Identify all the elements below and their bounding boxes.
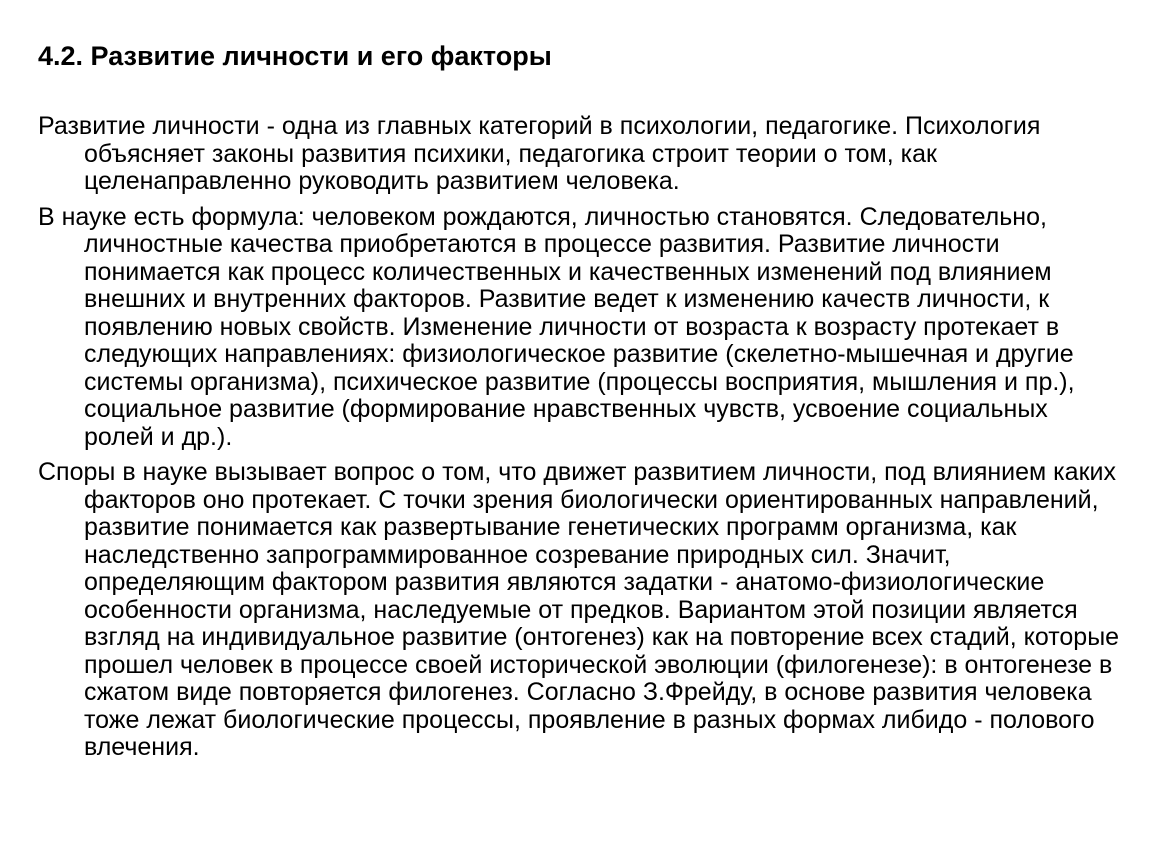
- paragraph-definition: Развитие личности - одна из главных категорий в психологии, педагогике. Психология объясняет законы развития психики, педагогика строит теории о том, как целенаправленно руководить развитием человека.: [38, 112, 1041, 195]
- paragraph-debate: Споры в науке вызывает вопрос о том, что движет развитием личности, под влиянием каких факторов оно протекает. С точки зрения биологически ориентированных направлений, развитие понимается как развертывание генетических программ организма, как наследственно запрограммированное созревание природных сил. Значит, определяющим фактором развития являются задатки - анатомо-физиологические особенности организма, наследуемые от предков. Вариантом этой позиции является взгляд на индивидуальное развитие (онтогенез) как на повторение всех стадий, которые прошел человек в процессе своей исторической эволюции (филогенезе): в онтогенезе в сжатом виде повторяется филогенез. Согласно З.Фрейду, в основе развития человека тоже лежат биологические процессы, проявление в разных формах либидо - полового влечения.: [38, 458, 1120, 761]
- slide-body: [38, 113, 1123, 770]
- page-title: 4.2. Развитие личности и его факторы: [38, 41, 552, 71]
- paragraph-formula: В науке есть формула: человеком рождаются, личностью становятся. Следовательно, личностные качества приобретаются в процессе развития. Развитие личности понимается как процесс количественных и качественных изменений под влиянием внешних и внутренних факторов. Развитие ведет к изменению качеств личности, к появлению новых свойств. Изменение личности от возраста к возрасту протекает в следующих направлениях: физиологическое развитие (скелетно-мышечная и другие системы организма), психическое развитие (процессы восприятия, мышления и пр.), социальное развитие (формирование нравственных чувств, усвоение социальных ролей и др.).: [38, 202, 1075, 451]
